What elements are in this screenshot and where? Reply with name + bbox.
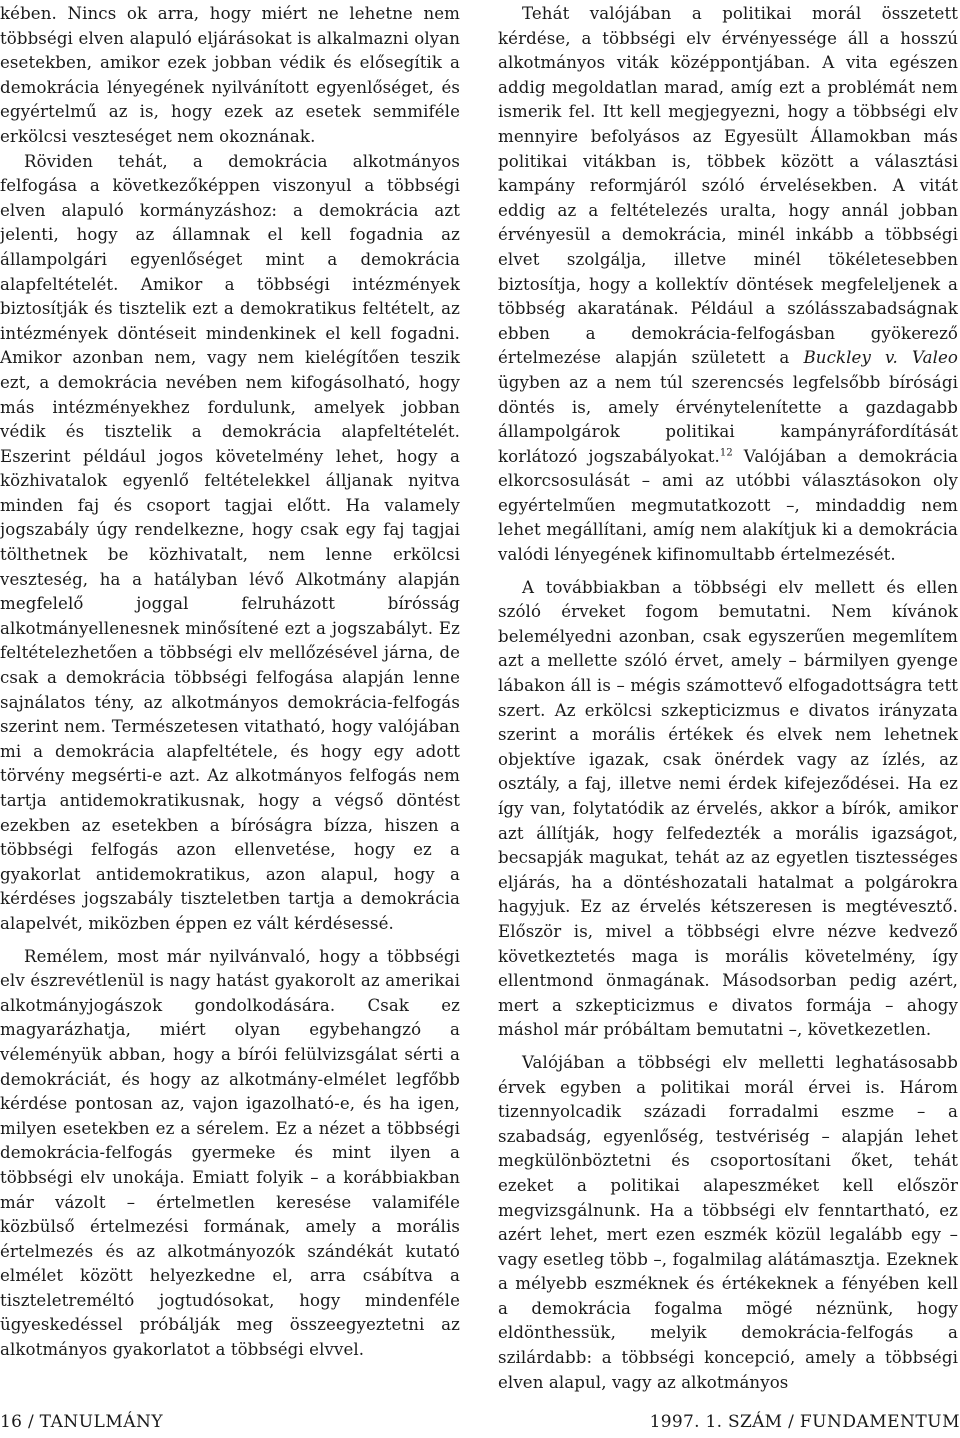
journal-name: FUNDAMENTUM xyxy=(799,1412,960,1432)
paragraph-text: Tehát valójában a politikai morál összetett kérdése, a többségi elv érvényessége áll a hosszú alkotmányos viták középpontjában. A vita egészen addig megoldatlan marad, amíg ezt a problémát nem ismerik fel. Itt kell megjegyezni, hogy a többségi elv mennyire befolyásos az Egyesült Államokban más politikai vitákban is, többek között a választási kampány reformjáról szóló érvelésekben. A vitát eddig az a feltételezés uralta, hogy annál jobban érvényesül a demokrácia, minél inkább a többségi elvet szolgálja, illetve minél tökéletesebben biztosítja, hogy a kollektív döntések megfeleljenek a többség akaratának. Például a szólásszabadságnak ebben a demokrácia-felfogásban gyökerező értelmezése alapján született a xyxy=(498,4,958,368)
section-name: TANULMÁNY xyxy=(39,1412,164,1432)
right-column xyxy=(498,2,958,1395)
paragraph xyxy=(498,2,958,568)
case-name: Buckley v. Valeo xyxy=(803,348,959,368)
paragraph: A továbbiakban a többségi elv mellett és ellen szóló érveket fogom bemutatni. Nem kívánok belemélyedni azonban, csak egyszerűen megemlítem azt a mellette szóló érvet, amely – bármilyen gyenge lábakon áll is – mégis számottevő elfogadottságra tett szert. Az erkölcsi szkepticizmus e divatos irányzata szerint a morális értékek és elvek nem lehetnek objektíve igazak, csak önérdek vagy az ízlés, az osztály, a faj, illetve nemi érdek kifejeződései. Ha ez így van, folytatódik az érvelés, akkor a bírók, amikor azt állítják, hogy felfedezték a morális igazságot, becsapják magukat, tehát az az egyetlen tisztességes eljárás, ha a döntéshozatali hatalmat a polgárokra hagyjuk. Ez az érvelés kétszeresen is megtévesztő. Először is, mivel a többségi elvre nézve kedvező következtetés maga is morális követelmény, így ellentmond önmagának. Másodsorban pedig azért, mert a szkepticizmus e divatos formája – ahogy máshol már próbáltam bemutatni –, következetlen. xyxy=(498,577,958,1040)
paragraph-continued: kében. Nincs ok arra, hogy miért ne lehetne nem többségi elven alapuló eljárásokat is alkalmazni olyan esetekben, amikor ezek jobban védik és elősegítik a demokrácia lényegének nyilvánított egyenlőséget, és egyértelmű az is, hogy ezek az esetek semmiféle erkölcsi veszteséget nem okoznának. xyxy=(0,4,460,146)
issue-label: 1997. 1. SZÁM xyxy=(649,1412,783,1432)
paragraph: Röviden tehát, a demokrácia alkotmányos felfogása a következőképpen viszonyul a többségi elven alapuló kormányzáshoz: a demokrácia azt jelenti, hogy az államnak el kell fogadnia az állampolgári egyenlőséget mint a demokrácia alapfeltételét. Amikor a többségi intézmények biztosítják és tisztelik ezt a demokratikus feltételt, az intézmények döntéseit mindenkinek el kell fogadni. Amikor azonban nem, vagy nem kielégítően teszik ezt, a demokrácia nevében nem kifogásolható, hogy más intézményekhez fordulunk, amelyek jobban védik és tisztelik a demokrácia alapfeltételét. Eszerint például jogos követelmény lehet, hogy a közhivatalok egyenlő feltételekkel álljanak nyitva minden faj és csoport tagjai előtt. Ha valamely jogszabály úgy rendelkezne, hogy csak egy faj tagjai tölthetnek be közhivatalt, nem lenne erkölcsi veszteség, ha a hatályban lévő Alkotmány alapján megfelelő joggal felruházott bírósság alkotmányellenesnek minősítené ezt a jogszabályt. Ez feltételezhetően a többségi elv mellőzésével járna, de csak a demokrácia többségi felfogása alapján lenne sajnálatos tény, az alkotmányos demokrácia-felfogás szerint nem. Természetesen vitatható, hogy valójában mi a demokrácia alapfeltétele, és hogy egy adott törvény megsérti-e azt. Az alkotmányos felfogás nem tartja antidemokratikusnak, hogy a végső döntést ezekben az esetekben a bíróságra bízza, hiszen a többségi felfogás azon ellenvetése, hogy ez a gyakorlat antidemokratikus, azon alapul, hogy a kérdéses jogszabály tiszteletben tartja a demokrácia alapelvét, miközben éppen ez vált kérdésessé. xyxy=(0,151,460,933)
footer-page-label: 16 / TANULMÁNY xyxy=(0,1412,164,1432)
paragraph: Remélem, most már nyilvánvaló, hogy a többségi elv észrevétlenül is nagy hatást gyakorolt az amerikai alkotmányjogászok gondolkodására. Csak ez magyarázhatja, miért olyan egybehangzó a véleményük abban, hogy a bírói felülvizsgálat sérti a demokráciát, és hogy az alkotmány-elmélet legfőbb kérdése pontosan az, vajon igazolható-e, és ha igen, milyen esetekben ez a sérelem. Ez a nézet a többségi demokrácia-felfogás gyermeke és mint ilyen a többségi elv unokája. Emiatt folyik – a korábbiakban már vázolt – értelmetlen keresése valamiféle közbülső értelmezési formának, amely a morális értelmezés és az alkotmányozók szándékát kutató elmélet között helyezkedne el, arra csábítva a tiszteletreméltó jogtudósokat, hogy mindenféle ügyeskedéssel próbálják meg összeegyeztetni az alkotmányos gyakorlatot a többségi elvvel. xyxy=(0,946,460,1360)
footnote-reference[interactable]: 12 xyxy=(719,447,733,459)
paragraph-text: Valójában a demokrácia elkorcsosulását – ami az utóbbi választásokon oly egyértelműen megmutatkozott –, mindaddig nem lehet megállítani, amíg nem alakítjuk ki a demokrácia valódi lényegének kifinomultabb értelmezését. xyxy=(498,446,958,565)
page-number: 16 xyxy=(0,1412,23,1432)
left-column xyxy=(0,2,460,1363)
footer-journal-label: 1997. 1. SZÁM / FUNDAMENTUM xyxy=(649,1412,960,1432)
paragraph: Valójában a többségi elv melletti leghatásosabb érvek egyben a politikai morál érvei is. Három tizennyolcadik századi forradalmi eszme – a szabadság, egyenlőség, testvériség – alapján lehet megkülönböztetni és csoportosítani őket, tehát ezeket a politikai alapeszméket kell először megvizsgálnunk. Ha a többségi elv fenntartható, ez azért lehet, mert ezen eszmék közül legalább egy – vagy esetleg több –, fogalmilag alátámasztja. Ezeknek a mélyebb eszméknek és értékeknek a fényében kell a demokrácia fogalma mögé néznünk, hogy eldönthessük, melyik demokrácia-felfogás a szilárdabb: a többségi koncepció, amely a többségi elven alapul, vagy az alkotmányos xyxy=(498,1052,958,1392)
paragraph-text: ügyben az a nem túl szerencsés legfelsőbb bírósági döntés is, amely érvénytelenítette a gazdagabb állampolgárok politikai kampányráfordítását korlátozó jogszabályokat. xyxy=(498,372,958,466)
